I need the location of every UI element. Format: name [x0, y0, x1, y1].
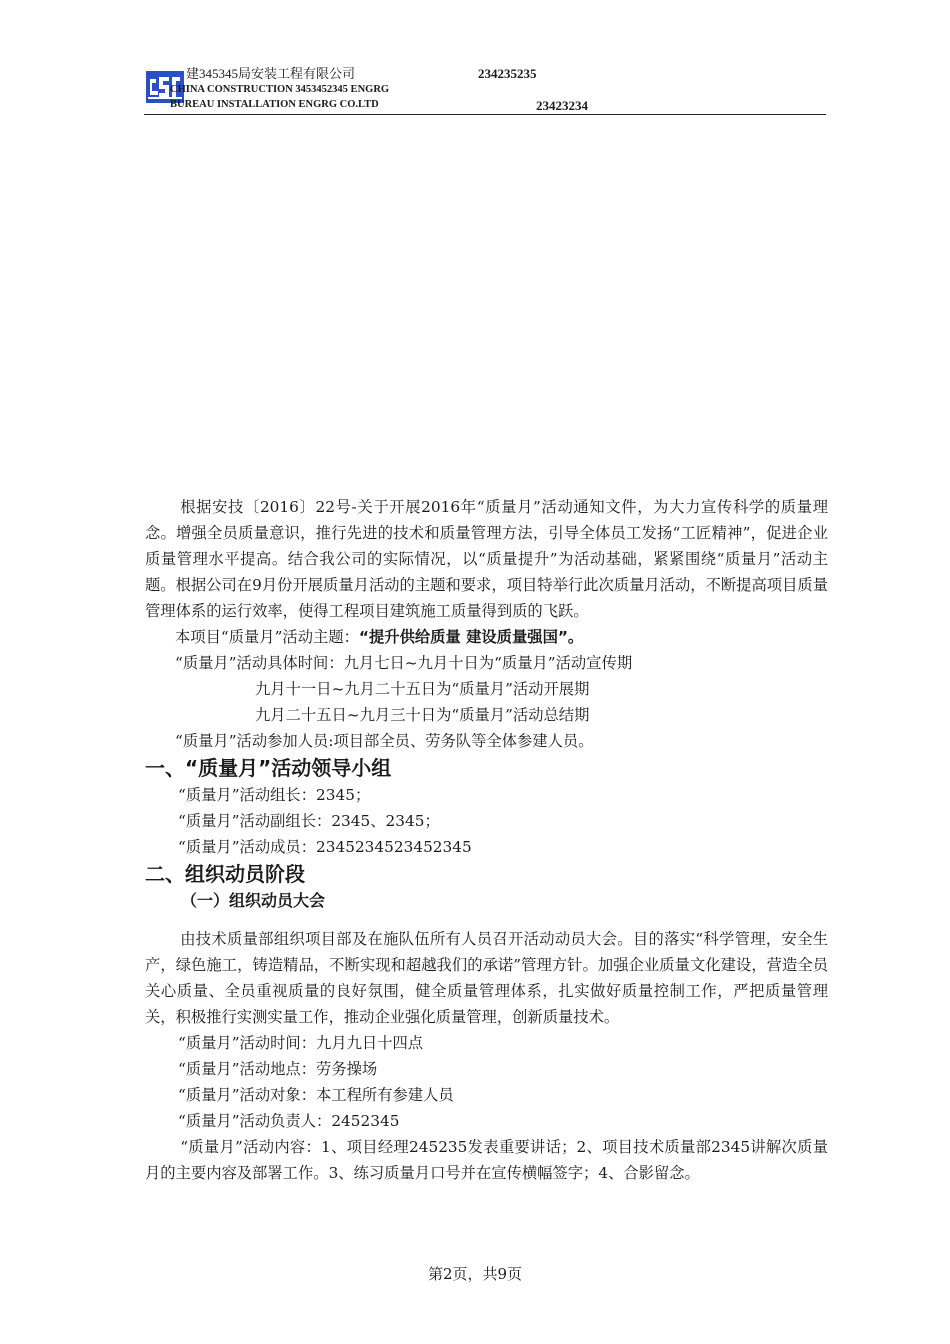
theme-line [145, 624, 828, 650]
time-line-1: “质量月”活动具体时间：九月七日~九月十日为“质量月”活动宣传期 [175, 654, 633, 672]
page-header [0, 0, 950, 120]
meeting-time-line: “质量月”活动时间：九月九日十四点 [178, 1034, 424, 1052]
subsection-1-title: （一）组织动员大会 [181, 891, 326, 910]
theme-prefix: 本项目“质量月”活动主题： [175, 628, 359, 646]
time-line-3: 九月二十五日~九月三十日为“质量月”活动总结期 [255, 706, 590, 724]
company-name-cn: 建345345局安装工程有限公司 [186, 66, 356, 81]
header-rule [144, 114, 826, 115]
page-number: 第2页，共9页 [427, 1265, 523, 1283]
participants-line: “质量月”活动参加人员:项目部全员、劳务队等全体参建人员。 [175, 732, 594, 750]
meeting-place-line: “质量月”活动地点：劳务操场 [178, 1060, 378, 1078]
time-line-2: 九月十一日~九月二十五日为“质量月”活动开展期 [255, 680, 590, 698]
leader-line: “质量月”活动组长：2345； [178, 786, 371, 804]
section-2-title: 二、组织动员阶段 [145, 862, 305, 886]
spacer [145, 914, 828, 926]
vice-leader-line: “质量月”活动副组长：2345、2345； [178, 812, 440, 830]
members-line: “质量月”活动成员：2345234523452345 [178, 838, 472, 856]
company-name-en-1: CHINA CONSTRUCTION 3453452345 ENGRG [170, 84, 390, 95]
meeting-content-paragraph: “质量月”活动内容：1、项目经理245235发表重要讲话；2、项目技术质量部2345讲解次质量月的主要内容及部署工作。3、练习质量月口号并在宣传横幅签字；4、合影留念。 [145, 1138, 828, 1182]
intro-paragraph: 根据安技〔2016〕22号-关于开展2016年“质量月”活动通知文件，为大力宣传科学的质量理念。增强全员质量意识，推行先进的技术和质量管理方法，引导全体员工发扬“工匠精神”，促进企业质量管理水平提高。结合我公司的实际情况，以“质量提升”为活动基础，紧紧围绕“质量月”活动主题。根据公司在9月份开展质量月活动的主题和要求，项目特举行此次质量月活动，不断提高项目质量管理体系的运行效率，使得工程项目建筑施工质量得到质的飞跃。 [145, 498, 828, 620]
section-1-title: 一、“质量月”活动领导小组 [145, 756, 392, 780]
meeting-owner-line: “质量月”活动负责人：2452345 [178, 1112, 400, 1130]
document-body [145, 494, 828, 1186]
meeting-target-line: “质量月”活动对象：本工程所有参建人员 [178, 1086, 454, 1104]
header-code-2: 23423234 [536, 98, 588, 113]
theme-text: “提升供给质量 建设质量强国”。 [358, 628, 584, 646]
meeting-paragraph: 由技术质量部组织项目部及在施队伍所有人员召开活动动员大会。目的落实“科学管理，安全生产，绿色施工，铸造精品，不断实现和超越我们的承诺”管理方针。加强企业质量文化建设，营造全员关心质量、全员重视质量的良好氛围，健全质量管理体系，扎实做好质量控制工作，严把质量管理关，积极推行实测实量工作，推动企业强化质量管理，创新质量技术。 [145, 930, 828, 1026]
company-name-en-2: BUREAU INSTALLATION ENGRG CO.LTD [170, 99, 379, 110]
header-code-1: 234235235 [478, 66, 537, 81]
